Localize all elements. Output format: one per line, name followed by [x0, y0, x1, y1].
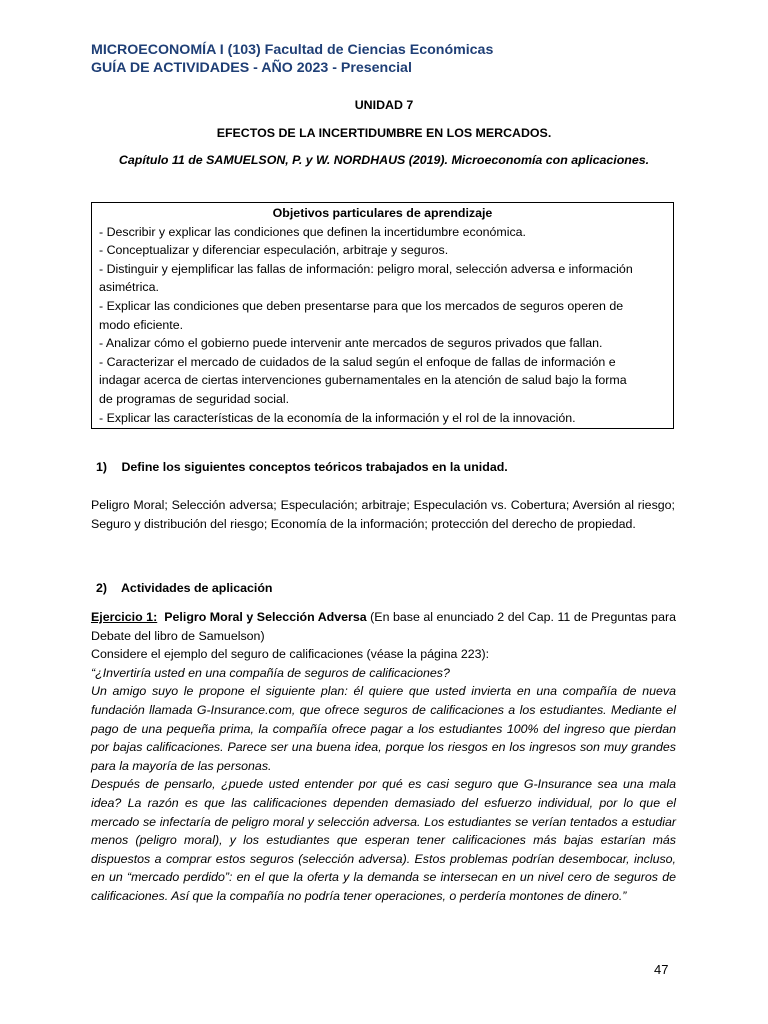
- exercise-1-quote-2: Un amigo suyo le propone el siguiente plan: él quiere que usted invierta en una compañía de nueva fundación llamada G-Insurance.com, que ofrece seguros de calificaciones a los estudiantes. Mediante el pago de una pequeña prima, la compañía ofrece pagar a los estudiantes 100% del ingreso que pierdan por bajas calificaciones. Parece ser una buena idea, porque los riesgos en los ingresos son muy grandes para la mayoría de las personas.: [91, 684, 676, 773]
- objective-line: indagar acerca de ciertas intervenciones gubernamentales en la atención de salud bajo la forma: [99, 373, 627, 388]
- concepts-text: Peligro Moral; Selección adversa; Especulación; arbitraje; Especulación vs. Cobertura; Aversión al riesgo; Seguro y distribución del riesgo; Economía de la información; protección del derecho de propiedad.: [91, 498, 675, 531]
- objective-line: - Caracterizar el mercado de cuidados de la salud según el enfoque de fallas de información e: [99, 354, 616, 369]
- section-2-number: 2): [96, 581, 108, 595]
- exercise-1-title: Peligro Moral y Selección Adversa: [164, 610, 367, 624]
- unit-title: EFECTOS DE LA INCERTIDUMBRE EN LOS MERCADOS.: [216, 126, 552, 140]
- exercise-1-heading: [91, 608, 676, 645]
- unit-label: UNIDAD 7: [354, 98, 414, 112]
- exercise-1-quote-1: “¿Invertiría usted en una compañía de seguros de calificaciones?: [91, 665, 450, 680]
- exercise-1-intro: Considere el ejemplo del seguro de calificaciones (véase la página 223):: [91, 647, 490, 662]
- objective-line: - Distinguir y ejemplificar las fallas de información: peligro moral, selección adversa e información: [99, 261, 633, 276]
- section-1-concepts: [91, 496, 675, 533]
- exercise-1: [91, 608, 676, 906]
- objective-line: - Analizar cómo el gobierno puede intervenir ante mercados de seguros privados que fallan.: [99, 336, 603, 351]
- page-number: 47: [654, 962, 669, 977]
- objective-line: - Conceptualizar y diferenciar especulación, arbitraje y seguros.: [99, 243, 449, 258]
- objective-line: - Explicar las condiciones que deben presentarse para que los mercados de seguros operen de: [99, 298, 624, 313]
- section-1-number: 1): [96, 460, 108, 474]
- objective-line: - Describir y explicar las condiciones que definen la incertidumbre económica.: [99, 224, 526, 239]
- objective-line: asimétrica.: [99, 280, 159, 295]
- section-1-heading: [96, 458, 508, 477]
- objective-line: modo eficiente.: [99, 317, 184, 332]
- header-line-2: GUÍA DE ACTIVIDADES - AÑO 2023 - Presencial: [91, 60, 412, 76]
- objective-line: - Explicar las características de la economía de la información y el rol de la innovación.: [99, 410, 576, 425]
- objectives-title: Objetivos particulares de aprendizaje: [272, 206, 493, 220]
- objectives-box: [91, 202, 674, 429]
- section-2-title: Actividades de aplicación: [120, 581, 273, 595]
- section-1-title: Define los siguientes conceptos teóricos trabajados en la unidad.: [121, 460, 508, 474]
- exercise-1-quote-3: Después de pensarlo, ¿puede usted entender por qué es casi seguro que G-Insurance sea una mala idea? La razón es que las calificaciones dependen demasiado del esfuerzo individual, por lo que el mercado se infectaría de peligro moral y selección adversa. Los estudiantes se verían tentados a estudiar menos (peligro moral), y los estudiantes que esperan tener calificaciones más bajas estarían más dispuestos a comprar estos seguros (selección adversa). Estos problemas podrían desembocar, incluso, en un “mercado perdido”: en el que la oferta y la demanda se intersecan en un nivel cero de seguros de calificaciones. Así que la compañía no podría tener operaciones, o perdería montones de dinero.”: [91, 777, 676, 903]
- objective-line: de programas de seguridad social.: [99, 391, 290, 406]
- exercise-1-note: (En base al enunciado 2 del Cap. 11 de Preguntas para Debate del libro de Samuelson): [91, 610, 676, 643]
- exercise-1-label: Ejercicio 1:: [91, 610, 158, 624]
- page-header: [91, 41, 493, 77]
- unit-reference: Capítulo 11 de SAMUELSON, P. y W. NORDHAUS (2019). Microeconomía con aplicaciones.: [118, 153, 650, 167]
- header-line-1: MICROECONOMÍA I (103) Facultad de Ciencias Económicas: [91, 42, 494, 58]
- section-2-heading: [96, 579, 272, 598]
